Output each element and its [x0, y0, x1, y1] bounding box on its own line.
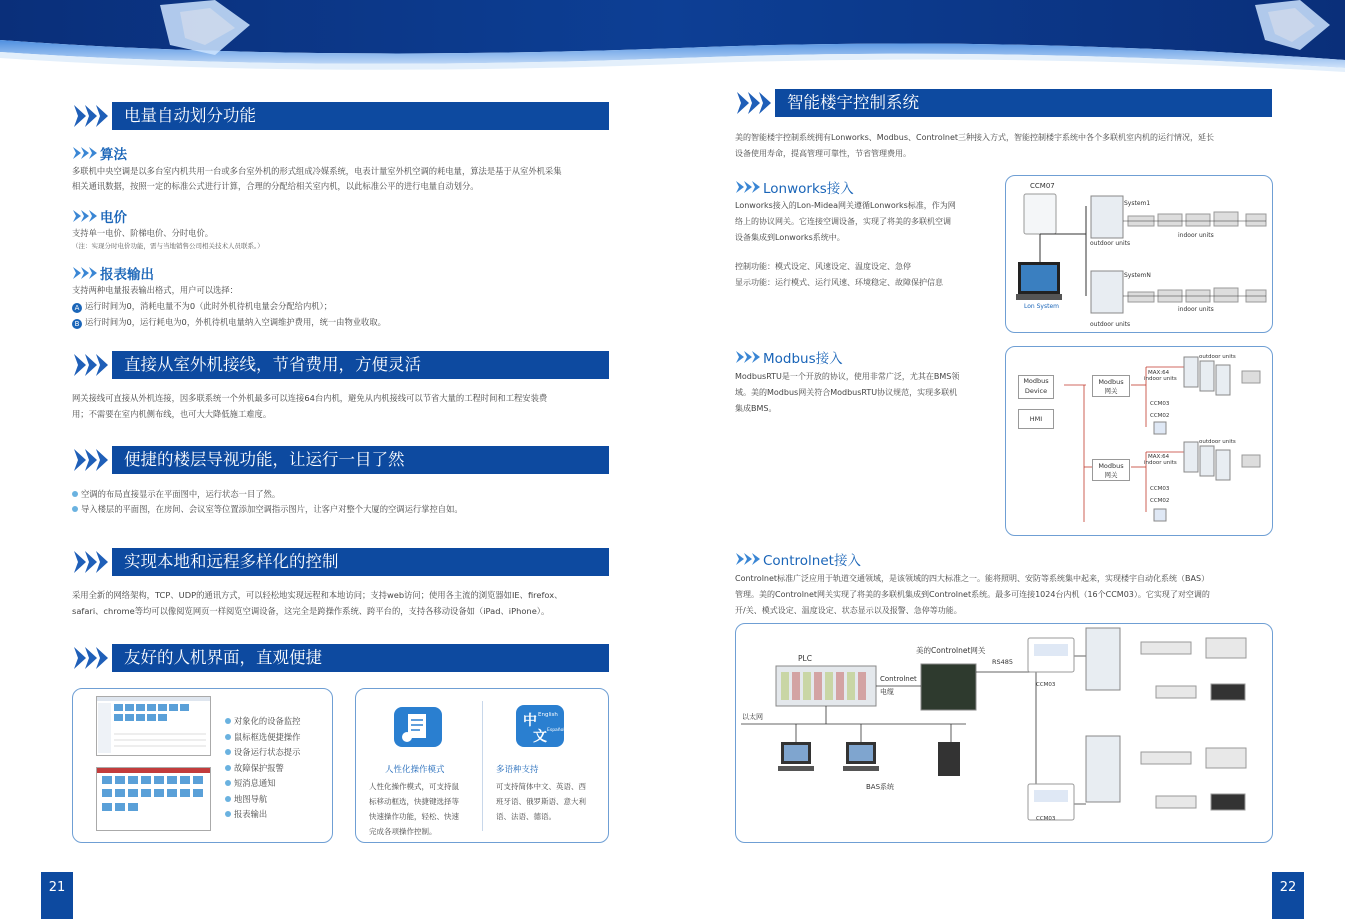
double-arrow-icon [735, 180, 761, 194]
text-line: 人性化操作模式，可支持鼠 [369, 782, 459, 791]
feature-label: 地图导航 [234, 793, 268, 804]
feature-item [225, 776, 300, 792]
indoor-label-2: indoor units [1144, 460, 1177, 466]
outdoor-label-1: outdoor units [1199, 354, 1236, 360]
hmi-features-panel [72, 688, 333, 843]
icon-word-espanol: Español [547, 728, 565, 733]
controlnet-text-2: 管理。美的Controlnet网关实现了将美的多联机集成到Controlnet系统。最多可连接1024台内机（16个CCM03）。它实现了对空调的 [735, 590, 1210, 599]
subsection-title: Lonworks接入 [763, 181, 854, 197]
remote-text-1: 采用全新的网络架构，TCP、UDP的通讯方式，可以轻松地实现远程和本地访问；支持web访问；使用各主流的浏览器如IE、firefox、 [72, 590, 563, 600]
gateway-label: 美的Controlnet网关 [916, 646, 986, 655]
report-intro: 支持两种电量报表输出格式，用户可以选择： [72, 285, 238, 295]
icon-char-zhong: 中 [523, 713, 537, 729]
ccm03-label-2: CCM03 [1150, 486, 1170, 492]
modbus-text-1: ModbusRTU是一个开放的协议，使用非常广泛，尤其在BMS领 [735, 372, 960, 381]
option-a-badge: A [72, 303, 82, 313]
report-option-b [72, 315, 386, 330]
page-number-right: 22 [1272, 872, 1304, 919]
header-banner [0, 0, 1345, 78]
bullet-icon [225, 734, 231, 740]
lonworks-text-1: Lonworks接入的Lon-Midea网关遵循Lonworks标准，作为网 [735, 201, 956, 210]
subsection-report [72, 263, 154, 283]
indoor-label-1: indoor units [1144, 376, 1177, 382]
cable-label: 电缆 [880, 688, 894, 696]
text-line: 完成各项操作控制。 [369, 827, 437, 836]
ccm03-label-1: CCM03 [1036, 682, 1056, 688]
personal-mode-text [369, 779, 459, 839]
double-arrow-icon [72, 209, 98, 223]
feature-item [225, 714, 300, 730]
building-text-2: 设备使用寿命，提高管理可靠性，节省管理费用。 [735, 149, 911, 158]
lonworks-text-3: 设备集成到Lonworks系统中。 [735, 233, 845, 242]
bullet-icon [72, 506, 78, 512]
multilang-text [496, 779, 586, 824]
language-icon [514, 703, 566, 749]
double-arrow-icon [735, 552, 761, 566]
lonworks-control: 控制功能：模式设定、风速设定、温度设定、急停 [735, 262, 911, 271]
outdoor-label-2: outdoor units [1199, 439, 1236, 445]
ccm02-label-2: CCM02 [1150, 498, 1170, 504]
gateway-sublabel: 网关 [1104, 387, 1118, 395]
feature-item [225, 807, 300, 823]
system1-label: System1 [1124, 200, 1151, 207]
section-remote-control [72, 548, 609, 576]
section-title: 便捷的楼层导视功能，让运行一目了然 [112, 446, 609, 474]
double-arrow-icon [735, 350, 761, 364]
modbus-gateway-2 [1092, 459, 1130, 481]
bullet-icon [225, 718, 231, 724]
feature-label: 设备运行状态提示 [234, 747, 301, 757]
subsection-price [72, 206, 127, 226]
feature-label: 短消息通知 [234, 778, 276, 788]
multilang-title: 多语种支持 [496, 765, 539, 775]
section-title: 实现本地和远程多样化的控制 [112, 548, 609, 576]
icon-char-wen: 文 [533, 729, 547, 745]
triple-arrow-icon [72, 352, 112, 378]
price-note: （注：实现分时电价功能，需与当地销售公司相关技术人员联系。） [72, 242, 264, 250]
feature-label: 故障保护报警 [234, 762, 284, 773]
bas-label: BAS系统 [866, 783, 895, 791]
floor-text-1 [72, 487, 280, 502]
subsection-modbus [735, 347, 843, 367]
section-power-allocation [72, 102, 609, 130]
feature-label: 对象化的设备监控 [234, 716, 301, 726]
ethernet-label: 以太网 [742, 713, 763, 721]
algorithm-text-1: 多联机中央空调是以多台室内机共用一台或多台室外机的形式组成冷媒系统，电表计量室外机空调的耗电量，算法是基于从室外机采集 [72, 166, 562, 176]
double-arrow-icon [72, 146, 98, 160]
section-hmi [72, 644, 609, 672]
bullet-icon [225, 780, 231, 786]
lonworks-diagram [1005, 175, 1273, 333]
icon-word-english: English [538, 712, 558, 718]
subsection-title: 电价 [100, 210, 127, 226]
floor-line: 导入楼层的平面图，在房间、会议室等位置添加空调指示图片，让客户对整个大厦的空调运行掌控自如。 [81, 504, 463, 514]
section-title: 直接从室外机接线，节省费用，方便灵活 [112, 351, 609, 379]
text-line: 快速操作功能，轻松、快速 [369, 812, 459, 821]
ccm03-label-1: CCM03 [1150, 401, 1170, 407]
text-line: 标移动框选，快捷键选择等 [369, 797, 459, 806]
triple-arrow-icon [72, 447, 112, 473]
bullet-icon [225, 811, 231, 817]
ccm07-label: CCM07 [1030, 182, 1055, 190]
software-screenshot-2 [96, 767, 211, 831]
bullet-icon [225, 749, 231, 755]
controlnet-diagram-svg [736, 624, 1271, 841]
controlnet-label: Controlnet [880, 675, 917, 683]
report-option-a [72, 299, 332, 314]
outdoor-units-label-2: outdoor units [1090, 321, 1131, 328]
feature-item [225, 761, 300, 777]
max-label-1: MAX:64 [1148, 370, 1170, 376]
page-number-left: 21 [41, 872, 73, 919]
subsection-title: Modbus接入 [763, 351, 843, 367]
floor-line: 空调的布局直接显示在平面图中，运行状态一目了然。 [81, 489, 281, 499]
lon-system-label: Lon System [1024, 303, 1059, 310]
systemn-label: SystemN [1124, 272, 1151, 279]
ccm02-label-1: CCM02 [1150, 413, 1170, 419]
controlnet-text-1: Controlnet标准广泛应用于轨道交通领域，是该领域的四大标准之一。能将照明、安防等系统集中起来，实现楼宇自动化系统（BAS） [735, 574, 1210, 583]
wiring-text-2: 用；不需要在室内机侧布线，也可大大降低施工难度。 [72, 409, 272, 419]
section-title: 友好的人机界面，直观便捷 [112, 644, 609, 672]
triple-arrow-icon [72, 549, 112, 575]
section-title: 电量自动划分功能 [112, 102, 609, 130]
gateway-label: Modbus [1098, 462, 1124, 470]
modbus-diagram [1005, 346, 1273, 536]
feature-item [225, 792, 300, 808]
feature-label: 鼠标框选便捷操作 [234, 731, 301, 742]
feature-list [225, 714, 300, 823]
bullet-icon [225, 765, 231, 771]
triple-arrow-icon [72, 645, 112, 671]
document-edit-icon [392, 705, 444, 749]
modbus-text-3: 集成BMS。 [735, 404, 777, 413]
bullet-icon [225, 796, 231, 802]
triple-arrow-icon [735, 90, 775, 116]
subsection-algorithm [72, 143, 127, 163]
section-direct-wiring [72, 351, 609, 379]
remote-text-2: safari、chrome等均可以像阅览网页一样阅览空调设备，这完全是跨操作系统、跨平台的，支持各移动设备如（iPad、iPhone）。 [72, 606, 550, 616]
bullet-icon [72, 491, 78, 497]
floor-text-2 [72, 502, 463, 517]
panel-divider [482, 701, 483, 831]
software-screenshot-1 [96, 696, 211, 756]
price-text: 支持单一电价、阶梯电价、分时电价。 [72, 228, 214, 238]
option-b-text: 运行时间为0，运行耗电为0，外机待机电量纳入空调维护费用，统一由物业收取。 [85, 317, 386, 327]
algorithm-text-2: 相关通讯数据，按照一定的标准公式进行计算，合理的分配给相关室内机，以此标准公平的进行电量自动划分。 [72, 181, 479, 191]
section-intelligent-building [735, 89, 1272, 117]
subsection-title: 算法 [100, 147, 127, 163]
rs485-label: RS485 [992, 658, 1014, 666]
subsection-controlnet [735, 549, 861, 569]
option-b-badge: B [72, 319, 82, 329]
modbus-device-box: Modbus Device [1018, 375, 1054, 399]
subsection-lonworks [735, 177, 854, 197]
text-line: 语、法语、德语。 [496, 812, 556, 821]
lonworks-display: 显示功能：运行模式、运行风速、环境稳定、故障保护信息 [735, 278, 943, 287]
feature-item [225, 730, 300, 746]
option-a-text: 运行时间为0，消耗电量不为0（此时外机待机电量会分配给内机）； [85, 301, 333, 311]
section-floor-view [72, 446, 609, 474]
feature-label: 报表输出 [234, 809, 268, 819]
modbus-gateway-1 [1092, 375, 1130, 397]
triple-arrow-icon [72, 103, 112, 129]
text-line: 班牙语、俄罗斯语、意大利 [496, 797, 586, 806]
lonworks-text-2: 络上的协议网关。它连接空调设备，实现了将美的多联机空调 [735, 217, 951, 226]
indoor-units-label-2: indoor units [1178, 306, 1214, 313]
operation-language-panel [355, 688, 609, 843]
double-arrow-icon [72, 266, 98, 280]
gateway-label: Modbus [1098, 378, 1124, 386]
controlnet-text-3: 开/关、模式设定、温度设定、状态显示以及报警、急停等功能。 [735, 606, 962, 615]
gateway-sublabel: 网关 [1104, 471, 1118, 479]
indoor-units-label-1: indoor units [1178, 232, 1214, 239]
max-label-2: MAX:64 [1148, 454, 1170, 460]
section-title: 智能楼宇控制系统 [775, 89, 1272, 117]
wiring-text-1: 网关接线可直接从外机连接，因多联系统一个外机最多可以连接64台内机，避免从内机接线可以节省大量的工程时间和工程安装费 [72, 393, 548, 403]
subsection-title: 报表输出 [100, 267, 154, 283]
hmi-box: HMI [1018, 409, 1054, 429]
ccm03-label-2: CCM03 [1036, 816, 1056, 822]
feature-item [225, 745, 300, 761]
outdoor-units-label-1: outdoor units [1090, 240, 1131, 247]
text-line: 可支持简体中文、英语、西 [496, 782, 586, 791]
subsection-title: Controlnet接入 [763, 553, 861, 569]
controlnet-diagram [735, 623, 1273, 843]
personal-mode-title: 人性化操作模式 [385, 765, 445, 775]
modbus-text-2: 域。美的Modbus网关符合ModbusRTU协议规范，实现多联机 [735, 388, 958, 397]
plc-label: PLC [798, 654, 812, 663]
building-text-1: 美的智能楼宇控制系统拥有Lonworks、Modbus、Controlnet三种接入方式，智能控制楼宇系统中各个多联机室内机的运行情况，延长 [735, 133, 1215, 142]
